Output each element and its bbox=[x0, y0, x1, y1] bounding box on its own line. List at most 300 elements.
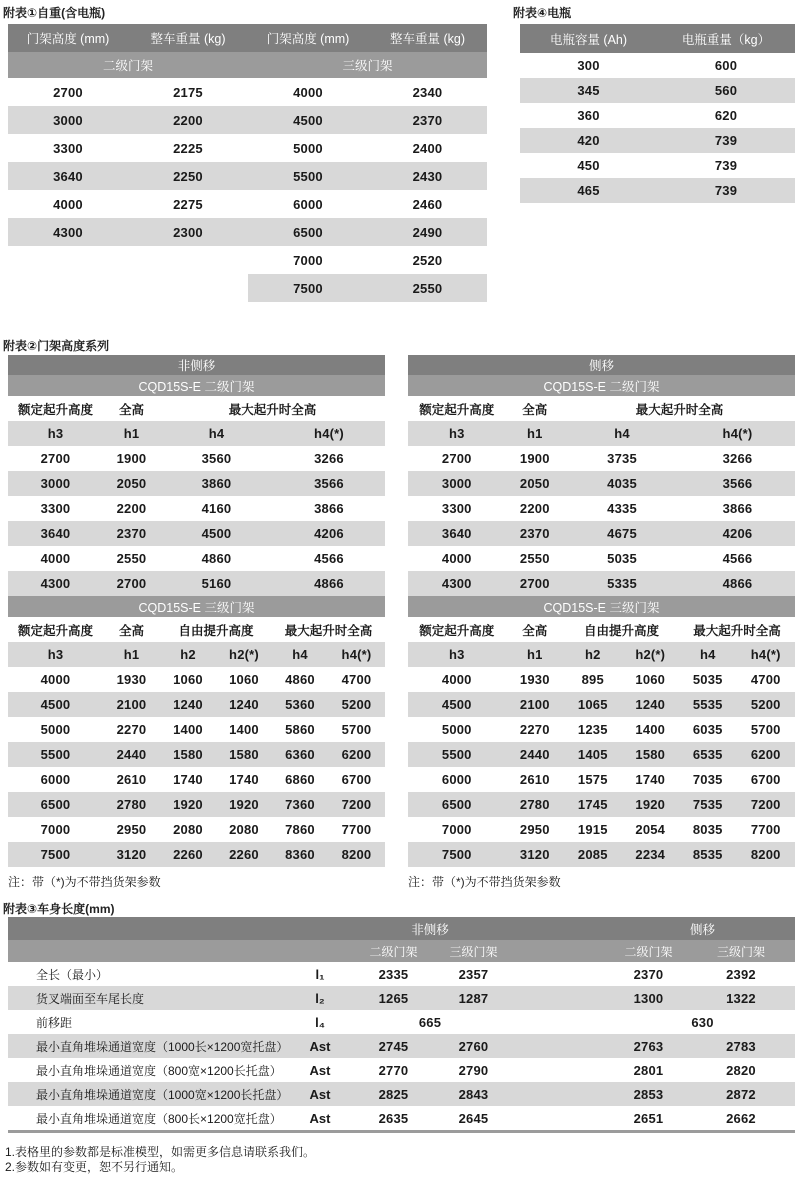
table-cell: 2820 bbox=[726, 1062, 756, 1078]
symbol-header: h2(*) bbox=[229, 647, 259, 662]
table-row bbox=[8, 767, 385, 792]
table-cell bbox=[510, 1010, 610, 1034]
table-cell: 6860 bbox=[285, 772, 315, 787]
table-cell: 4500 bbox=[293, 112, 323, 128]
table-cell: 4000 bbox=[441, 672, 472, 687]
table-row bbox=[8, 1106, 795, 1130]
table-cell: 7700 bbox=[341, 822, 372, 837]
group-header: 全高 bbox=[522, 623, 548, 638]
table-cell: 2460 bbox=[412, 196, 443, 212]
table-cell: 345 bbox=[577, 83, 600, 98]
group-header-row bbox=[408, 617, 795, 642]
table-cell: 8200 bbox=[750, 847, 781, 862]
table-cell: 1580 bbox=[173, 747, 203, 762]
table-row bbox=[408, 496, 795, 521]
table-row bbox=[8, 1034, 795, 1058]
table-cell: 3640 bbox=[40, 526, 71, 541]
table-cell: 4500 bbox=[40, 697, 71, 712]
table-cell: 739 bbox=[714, 133, 738, 148]
table-cell: 4860 bbox=[285, 672, 315, 687]
table-cell: 4700 bbox=[750, 672, 781, 687]
table-cell: 3300 bbox=[53, 140, 83, 156]
table-cell: 4860 bbox=[201, 551, 232, 566]
table-row bbox=[520, 103, 795, 128]
table4-header-row bbox=[520, 24, 795, 53]
table-cell: 630 bbox=[691, 1014, 714, 1030]
table-cell: 4866 bbox=[722, 576, 753, 591]
group-header: 自由提升高度 bbox=[584, 623, 660, 638]
table1-body bbox=[8, 78, 487, 302]
table-row bbox=[408, 667, 795, 692]
table-row bbox=[8, 842, 385, 867]
panel-title: 非侧移 bbox=[8, 355, 385, 375]
mast-type-header: 二级门架 bbox=[624, 944, 673, 959]
table-cell: 1065 bbox=[577, 697, 608, 712]
table-cell: 7500 bbox=[293, 280, 323, 296]
table-cell: 最小直角堆垛通道宽度（1000长×1200宽托盘） bbox=[36, 1039, 289, 1054]
table-row bbox=[408, 521, 795, 546]
table2-label: 附表②门架高度系列 bbox=[3, 339, 110, 353]
table-cell: 4300 bbox=[441, 576, 472, 591]
table-body-length bbox=[8, 917, 795, 1130]
table-cell: 2100 bbox=[519, 697, 550, 712]
panel-title: 侧移 bbox=[408, 355, 795, 375]
symbol-header: h3 bbox=[448, 647, 465, 662]
table-row bbox=[8, 521, 385, 546]
table-cell: 7700 bbox=[750, 822, 781, 837]
table3-label: 附表③车身长度(mm) bbox=[3, 902, 115, 916]
table-cell: 2200 bbox=[519, 501, 550, 516]
footer-note-1: 1.表格里的参数都是标准模型，如需更多信息请联系我们。 bbox=[5, 1145, 316, 1159]
table-cell: 7860 bbox=[285, 822, 315, 837]
table-cell: 6000 bbox=[441, 772, 472, 787]
table-row bbox=[8, 1010, 795, 1034]
table-cell: 2853 bbox=[633, 1086, 664, 1102]
table-row bbox=[520, 153, 795, 178]
table-cell: 2100 bbox=[116, 697, 147, 712]
table-cell: 6000 bbox=[40, 772, 71, 787]
table-cell: 1930 bbox=[519, 672, 550, 687]
table-cell: 1900 bbox=[519, 451, 550, 466]
table-cell: 6500 bbox=[40, 797, 71, 812]
table-cell: 5360 bbox=[285, 697, 315, 712]
column-header: 门架高度 (mm) bbox=[266, 32, 350, 46]
table-cell: 5500 bbox=[40, 747, 71, 762]
table-row bbox=[8, 792, 385, 817]
column-header: 整车重量 (kg) bbox=[150, 32, 226, 46]
table-cell: 2783 bbox=[726, 1038, 756, 1054]
table-cell: 2950 bbox=[519, 822, 550, 837]
symbol-header: h2 bbox=[180, 647, 196, 662]
table-cell: 3000 bbox=[53, 112, 83, 128]
panel-subtitle: CQD15S-E 二级门架 bbox=[408, 375, 795, 396]
table-cell: 2085 bbox=[577, 847, 608, 862]
table1-header-row bbox=[8, 24, 487, 52]
table-cell: 2550 bbox=[412, 280, 443, 296]
table-cell: 3266 bbox=[722, 451, 753, 466]
symbol-header: h1 bbox=[526, 647, 543, 662]
table-cell: 4160 bbox=[201, 501, 232, 516]
symbol-header: h4 bbox=[699, 647, 716, 662]
table-cell: 2080 bbox=[173, 822, 203, 837]
table-cell: 1900 bbox=[116, 451, 147, 466]
table-row bbox=[408, 471, 795, 496]
table-cell bbox=[128, 274, 248, 302]
group-header: 全高 bbox=[118, 402, 144, 417]
group-header-row bbox=[8, 396, 385, 421]
table-cell: 300 bbox=[577, 58, 600, 73]
symbol-header: h3 bbox=[47, 647, 64, 662]
table-cell: 2370 bbox=[519, 526, 550, 541]
table-row bbox=[8, 274, 487, 302]
table-cell: 2400 bbox=[412, 140, 443, 156]
table-cell: 2700 bbox=[40, 451, 71, 466]
symbol-header: h4 bbox=[208, 426, 225, 441]
table-cell: 2760 bbox=[458, 1038, 489, 1054]
table-cell: 739 bbox=[714, 183, 738, 198]
table-cell: Ast bbox=[309, 1062, 331, 1078]
table-cell: 8200 bbox=[341, 847, 372, 862]
table-cell bbox=[8, 246, 128, 274]
column-header: 门架高度 (mm) bbox=[26, 32, 110, 46]
column-header: 电瓶重量（kg） bbox=[681, 32, 771, 47]
table-cell: Ast bbox=[309, 1038, 331, 1054]
table-cell: 5035 bbox=[607, 551, 637, 566]
table-cell: 4206 bbox=[722, 526, 753, 541]
table-cell: 2610 bbox=[116, 772, 147, 787]
footer-notes bbox=[5, 1145, 315, 1175]
table-cell: 2370 bbox=[116, 526, 147, 541]
mast-panel-sideshift bbox=[408, 355, 795, 890]
table-cell: 2200 bbox=[116, 501, 147, 516]
table-cell: 5700 bbox=[341, 722, 372, 737]
table-cell: Ast bbox=[309, 1086, 331, 1102]
table-cell: 2700 bbox=[53, 84, 83, 100]
table-row bbox=[408, 742, 795, 767]
table-cell: 8535 bbox=[692, 847, 723, 862]
table-row bbox=[520, 178, 795, 203]
table-cell: 2234 bbox=[635, 847, 666, 862]
table-row bbox=[8, 1082, 795, 1106]
table-cell: 665 bbox=[418, 1014, 442, 1030]
table-row bbox=[408, 842, 795, 867]
table-cell: 2700 bbox=[441, 451, 472, 466]
table-cell: 2770 bbox=[378, 1062, 409, 1078]
symbol-header: h4 bbox=[614, 426, 630, 441]
duplex-body bbox=[8, 446, 385, 596]
table-cell: 1930 bbox=[116, 672, 147, 687]
table-row bbox=[408, 817, 795, 842]
table-cell: 4000 bbox=[40, 551, 71, 566]
table-cell: 4000 bbox=[293, 84, 323, 100]
table-cell: 2260 bbox=[229, 847, 259, 862]
table-cell: 5000 bbox=[293, 140, 323, 156]
table-row bbox=[408, 767, 795, 792]
table-cell: 1745 bbox=[577, 797, 608, 812]
symbol-header-row bbox=[408, 421, 795, 446]
table-cell: 2050 bbox=[116, 476, 147, 491]
table-cell: 2370 bbox=[633, 966, 664, 982]
table-cell: 4000 bbox=[40, 672, 71, 687]
bottom-divider bbox=[8, 1130, 795, 1133]
table-cell: 1060 bbox=[229, 672, 259, 687]
symbol-header: h2(*) bbox=[635, 647, 666, 662]
table-cell: 3566 bbox=[314, 476, 344, 491]
table-cell: 3120 bbox=[116, 847, 147, 862]
table-cell: 895 bbox=[581, 672, 604, 687]
table-cell: 2610 bbox=[519, 772, 550, 787]
table-cell: 1740 bbox=[635, 772, 666, 787]
table-cell: 1400 bbox=[173, 722, 203, 737]
table-cell: 1240 bbox=[635, 697, 666, 712]
mast-type-header: 三级门架 bbox=[342, 59, 393, 73]
table-cell bbox=[510, 962, 610, 986]
table-cell: 2300 bbox=[173, 224, 203, 240]
table-cell: 最小直角堆垛通道宽度（800宽×1200长托盘） bbox=[36, 1063, 282, 1078]
group-header: 最大起升时全高 bbox=[635, 402, 724, 417]
table-cell: 5500 bbox=[441, 747, 472, 762]
table-row bbox=[408, 792, 795, 817]
table-cell: 6035 bbox=[692, 722, 723, 737]
table-cell: 5535 bbox=[692, 697, 723, 712]
table-cell: 2430 bbox=[412, 168, 443, 184]
table-cell: 1405 bbox=[577, 747, 608, 762]
table-cell: 2700 bbox=[519, 576, 550, 591]
table-cell: 全长（最小） bbox=[36, 967, 109, 982]
table-cell: 420 bbox=[577, 133, 600, 148]
table-cell: 7500 bbox=[441, 847, 472, 862]
group-header: 自由提升高度 bbox=[178, 623, 254, 638]
table-cell: 600 bbox=[714, 58, 738, 73]
table-cell: 2790 bbox=[458, 1062, 489, 1078]
empty-header-cell bbox=[8, 940, 350, 962]
table-row bbox=[8, 1058, 795, 1082]
table-row bbox=[8, 742, 385, 767]
table-row bbox=[8, 667, 385, 692]
symbol-header: h4(*) bbox=[341, 647, 372, 662]
table-cell: 5200 bbox=[341, 697, 372, 712]
table-row bbox=[8, 78, 487, 106]
table-cell: 1400 bbox=[635, 722, 666, 737]
table-cell: 1920 bbox=[229, 797, 259, 812]
table-cell: 1740 bbox=[173, 772, 203, 787]
table-row bbox=[408, 571, 795, 596]
table-cell: 2080 bbox=[229, 822, 259, 837]
table-row bbox=[8, 546, 385, 571]
symbol-header: h4(*) bbox=[722, 426, 753, 441]
table-cell: 4566 bbox=[722, 551, 753, 566]
table-row bbox=[8, 218, 487, 246]
table-cell: 1575 bbox=[577, 772, 608, 787]
table-cell: 2745 bbox=[378, 1038, 409, 1054]
table-cell: 3566 bbox=[722, 476, 753, 491]
table-cell: 2662 bbox=[726, 1110, 756, 1126]
table-cell: 6500 bbox=[293, 224, 323, 240]
table-cell bbox=[8, 274, 128, 302]
table-cell: 4866 bbox=[314, 576, 344, 591]
table-cell: 3266 bbox=[314, 451, 344, 466]
panel-note: 注：带（*)为不带挡货架参数 bbox=[408, 875, 561, 889]
table-cell bbox=[510, 1082, 610, 1106]
table-row bbox=[8, 446, 385, 471]
table-cell: 2440 bbox=[519, 747, 550, 762]
table-cell: 3300 bbox=[40, 501, 71, 516]
table-cell: 3000 bbox=[441, 476, 472, 491]
table-cell: 2843 bbox=[458, 1086, 489, 1102]
group-header: 额定起升高度 bbox=[419, 623, 495, 638]
table-cell: l₂ bbox=[315, 990, 325, 1006]
table-cell: 739 bbox=[714, 158, 738, 173]
table-row bbox=[408, 546, 795, 571]
table-cell: 2550 bbox=[519, 551, 550, 566]
symbol-header: h1 bbox=[123, 647, 140, 662]
table-row bbox=[408, 446, 795, 471]
table-cell: 7500 bbox=[40, 847, 71, 862]
table-cell: 2763 bbox=[633, 1038, 664, 1054]
mast-panel-non-sideshift bbox=[8, 355, 385, 890]
table-cell: 3120 bbox=[519, 847, 550, 862]
group-header: 额定起升高度 bbox=[17, 623, 93, 638]
symbol-header-row bbox=[8, 642, 385, 667]
group-header: 最大起升时全高 bbox=[284, 623, 373, 638]
table-cell: 1240 bbox=[229, 697, 259, 712]
group-header: 最大起升时全高 bbox=[693, 623, 781, 638]
table-row bbox=[520, 53, 795, 78]
symbol-header: h3 bbox=[448, 426, 465, 441]
table-row bbox=[8, 471, 385, 496]
table-cell: 3000 bbox=[40, 476, 71, 491]
spacer-cell bbox=[510, 917, 610, 940]
table-cell: 2950 bbox=[116, 822, 147, 837]
duplex-body bbox=[408, 446, 795, 596]
table-row bbox=[8, 986, 795, 1010]
table-cell: 7000 bbox=[40, 822, 71, 837]
table-cell: 620 bbox=[714, 108, 738, 123]
table-cell: 1265 bbox=[378, 990, 409, 1006]
table-self-weight bbox=[8, 24, 487, 302]
table-cell: 4500 bbox=[441, 697, 472, 712]
table-cell: 最小直角堆垛通道宽度（800长×1200宽托盘） bbox=[36, 1111, 282, 1126]
table-cell: 2825 bbox=[378, 1086, 409, 1102]
table-cell: 2872 bbox=[726, 1086, 756, 1102]
table-row bbox=[8, 817, 385, 842]
table-cell: 2440 bbox=[116, 747, 147, 762]
mast-type-header: 三级门架 bbox=[449, 944, 498, 959]
table-cell: 前移距 bbox=[36, 1015, 73, 1030]
table-row bbox=[520, 128, 795, 153]
table-cell: 7000 bbox=[293, 252, 323, 268]
table-cell: 7035 bbox=[692, 772, 723, 787]
table-cell: 2175 bbox=[173, 84, 203, 100]
column-header: 整车重量 (kg) bbox=[389, 32, 465, 46]
table-cell: 1322 bbox=[726, 990, 756, 1006]
panel-subtitle: CQD15S-E 三级门架 bbox=[408, 596, 795, 617]
symbol-header: h4(*) bbox=[314, 426, 344, 441]
panel-subtitle: CQD15S-E 三级门架 bbox=[8, 596, 385, 617]
table-cell: 360 bbox=[577, 108, 600, 123]
table-cell bbox=[510, 1106, 610, 1130]
table-cell: 2335 bbox=[378, 966, 409, 982]
table-cell: 4675 bbox=[607, 526, 637, 541]
table-row bbox=[8, 692, 385, 717]
table-cell: 4035 bbox=[607, 476, 637, 491]
table-cell: 货叉端面至车尾长度 bbox=[36, 991, 145, 1006]
table-cell: 7535 bbox=[692, 797, 723, 812]
table-cell: 1235 bbox=[577, 722, 608, 737]
empty-header-cell bbox=[8, 917, 350, 940]
table-cell: 1920 bbox=[635, 797, 666, 812]
table-cell: 2275 bbox=[173, 196, 203, 212]
table-cell: 最小直角堆垛通道宽度（1000宽×1200长托盘） bbox=[36, 1087, 289, 1102]
mast-type-header: 二级门架 bbox=[102, 59, 153, 73]
table-cell: 5160 bbox=[201, 576, 232, 591]
group-header: 额定起升高度 bbox=[17, 402, 93, 417]
table-row bbox=[8, 571, 385, 596]
table-cell: 5200 bbox=[750, 697, 781, 712]
table-row bbox=[8, 134, 487, 162]
symbol-header: h1 bbox=[526, 426, 543, 441]
triplex-body bbox=[408, 667, 795, 867]
symbol-header-row bbox=[408, 642, 795, 667]
table-cell: 2054 bbox=[635, 822, 666, 837]
table-cell: 3866 bbox=[722, 501, 753, 516]
table-cell: 4300 bbox=[40, 576, 71, 591]
table-cell: 5000 bbox=[441, 722, 472, 737]
table-cell: 7360 bbox=[285, 797, 315, 812]
table-cell bbox=[510, 986, 610, 1010]
table-cell: l₁ bbox=[315, 966, 325, 982]
table-cell: 2645 bbox=[458, 1110, 489, 1126]
table-cell: 4700 bbox=[341, 672, 372, 687]
table-row bbox=[520, 78, 795, 103]
table-cell: 3860 bbox=[201, 476, 232, 491]
panel-note: 注：带（*)为不带挡货架参数 bbox=[8, 875, 161, 889]
table-cell: 1060 bbox=[173, 672, 203, 687]
table-cell: 2651 bbox=[633, 1110, 664, 1126]
table-cell: 465 bbox=[577, 183, 600, 198]
table-cell: 1920 bbox=[173, 797, 203, 812]
table-cell: 2370 bbox=[412, 112, 443, 128]
table-row bbox=[8, 106, 487, 134]
table-cell: 3560 bbox=[201, 451, 232, 466]
group-header: 额定起升高度 bbox=[419, 402, 495, 417]
table-cell: 1300 bbox=[633, 990, 664, 1006]
table-cell: 4300 bbox=[53, 224, 83, 240]
table-cell: 2260 bbox=[173, 847, 203, 862]
table-cell: 3640 bbox=[53, 168, 83, 184]
table3-subheader-row bbox=[8, 940, 795, 962]
table-cell: 4566 bbox=[314, 551, 344, 566]
table-cell: 3735 bbox=[607, 451, 637, 466]
group-header-row bbox=[8, 617, 385, 642]
footer-note-2: 2.参数如有变更，恕不另行通知。 bbox=[5, 1160, 184, 1174]
table-cell: 5700 bbox=[750, 722, 781, 737]
table-cell: 5335 bbox=[607, 576, 637, 591]
table1-label: 附表①自重(含电瓶) bbox=[3, 6, 106, 20]
table-cell: 4000 bbox=[53, 196, 83, 212]
table-row bbox=[8, 190, 487, 218]
table-cell: 4335 bbox=[607, 501, 637, 516]
table-row bbox=[8, 162, 487, 190]
symbol-header: h3 bbox=[47, 426, 64, 441]
table-cell: 2200 bbox=[173, 112, 203, 128]
symbol-header: h4(*) bbox=[750, 647, 781, 662]
table-cell: 2490 bbox=[412, 224, 443, 240]
table-cell: 4000 bbox=[441, 551, 472, 566]
table-row bbox=[8, 496, 385, 521]
table-cell: 2700 bbox=[116, 576, 147, 591]
table-cell: 6200 bbox=[341, 747, 372, 762]
